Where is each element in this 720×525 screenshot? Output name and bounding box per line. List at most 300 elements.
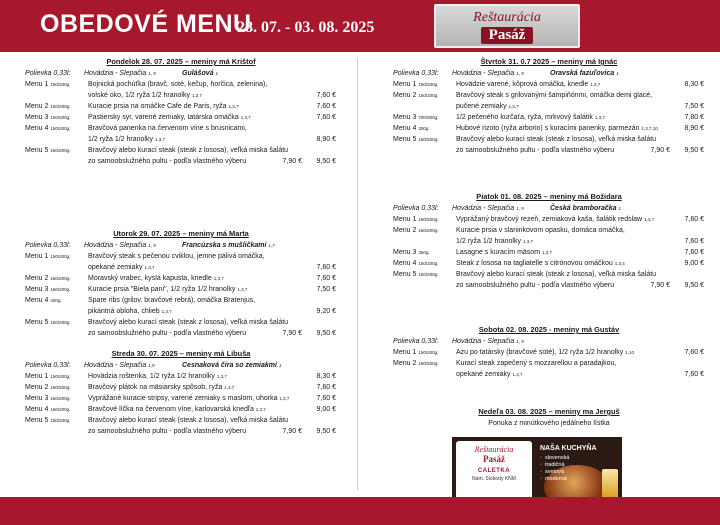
- menu-line: [22, 262, 340, 273]
- dish-description: [88, 328, 246, 339]
- price: 7,60 €: [316, 103, 336, 110]
- menu-label: [393, 358, 438, 369]
- menu-label: [393, 79, 438, 90]
- allergen-code: 1,3,7: [594, 115, 605, 120]
- dish-description: [88, 426, 246, 437]
- menu-label: [393, 90, 438, 101]
- dish-description: [456, 101, 519, 112]
- menu-number: Menu 1: [25, 81, 49, 88]
- dish-text: Pastiersky syr, varené zemiaky, tatárska omáčka: [88, 114, 239, 121]
- menu-number: Menu 3: [25, 395, 49, 402]
- portion-weight: 150/200g:: [418, 217, 439, 222]
- menu-line: [22, 415, 340, 426]
- dish-text: 1/2 ryža 1/2 hranolky: [88, 136, 153, 143]
- menu-line: [390, 112, 708, 123]
- dish-description: [456, 145, 614, 156]
- soup-broth-text: Hovädzia - Slepačia: [84, 362, 147, 369]
- allergen-code: 1,3,4: [614, 261, 625, 266]
- portion-weight: 150/200g:: [418, 228, 439, 233]
- soup-name-text: Francúzska s mušličkami: [182, 242, 267, 249]
- price: 7,60 €: [684, 216, 704, 223]
- dish-text: pučené zemiaky: [456, 103, 507, 110]
- portion-weight: 700/300g:: [418, 115, 439, 120]
- allergen-code: 1,3,7: [240, 115, 251, 120]
- menu-label: [393, 258, 438, 269]
- menu-number: Menu 2: [25, 275, 49, 282]
- menu-number: Menu 5: [393, 271, 417, 278]
- menu-number: Menu 4: [25, 125, 49, 132]
- beer-glass-icon: [602, 469, 618, 499]
- menu-number: Menu 2: [393, 227, 417, 234]
- ad-logo-bottom: Pasáž: [483, 454, 505, 464]
- dish-description: [88, 123, 247, 134]
- soup-name-text: Česká bramboračka: [550, 205, 617, 212]
- menu-line: [22, 295, 340, 306]
- portion-weight: 150/200g:: [418, 137, 439, 142]
- price: 7,60 €: [684, 349, 704, 356]
- price: 7,60 €: [316, 395, 336, 402]
- menu-label: [25, 273, 70, 284]
- allergen-code: 1,3,7: [228, 104, 239, 109]
- footer-bar: [0, 497, 720, 525]
- portion-weight: 150/200g:: [418, 361, 439, 366]
- day-block: [390, 56, 708, 156]
- menu-line: [22, 134, 340, 145]
- dish-text: zo samoobslužného pultu - podľa vlastného výberu: [456, 147, 615, 154]
- dish-text: 1/2 pečeného kurčaťa, ryža, mrkvový šalátik: [456, 114, 593, 121]
- menu-number: Menu 4: [393, 125, 417, 132]
- menu-line: [22, 371, 340, 382]
- soup-broth: [452, 336, 524, 347]
- soup-name: [182, 68, 218, 79]
- allergen-code: 1,3,7: [255, 407, 266, 412]
- ad-caletka: CALETKA: [477, 468, 511, 474]
- soup-line: [390, 336, 708, 347]
- price: 7,60 €: [684, 249, 704, 256]
- menu-line: [22, 101, 340, 112]
- ad-logo-top: Reštaurácia: [474, 445, 514, 454]
- column-divider: [357, 58, 358, 490]
- allergen-code: 1, 9: [148, 243, 156, 248]
- price: 9,50 €: [316, 330, 336, 337]
- menu-number: Menu 3: [393, 114, 417, 121]
- menu-label: [25, 404, 70, 415]
- dish-description: [456, 236, 533, 247]
- dish-description: [456, 280, 614, 291]
- menu-line: [390, 101, 708, 112]
- menu-line: [22, 317, 340, 328]
- menu-line: [390, 134, 708, 145]
- ad-item: • moderná: [540, 476, 567, 482]
- soup-label: Polievka 0,33l:: [25, 242, 71, 249]
- dish-description: [456, 90, 652, 101]
- ad-item: • slovenská: [540, 455, 570, 461]
- price: 7,60 €: [316, 114, 336, 121]
- portion-weight: 150/200g:: [50, 396, 71, 401]
- menu-label: [25, 145, 70, 156]
- menu-label: [25, 101, 70, 112]
- day-header: Pondelok 28. 07. 2025 – meniny má Krištof: [106, 57, 256, 66]
- portion-weight: 150/200g:: [50, 276, 71, 281]
- allergen-code: 1,3,7: [154, 137, 165, 142]
- menu-line: [390, 79, 708, 90]
- portion-weight: 150/200g:: [50, 254, 71, 259]
- soup-name-text: Oravská fazuľovica: [550, 70, 615, 77]
- portion-weight: 150/200g:: [50, 126, 71, 131]
- dish-description: [88, 251, 265, 262]
- portion-weight: 150/200g:: [418, 272, 439, 277]
- menu-lines: [390, 79, 708, 156]
- menu-line: [390, 247, 708, 258]
- dish-description: [88, 79, 267, 90]
- menu-number: Menu 2: [393, 92, 417, 99]
- menu-number: Menu 2: [25, 103, 49, 110]
- menu-label: [25, 112, 70, 123]
- price-small: 7,90 €: [282, 428, 302, 435]
- price-small: 7,90 €: [650, 147, 670, 154]
- portion-weight: 150/200g:: [50, 418, 71, 423]
- menu-line: [22, 112, 340, 123]
- allergen-code: 1: [618, 206, 622, 211]
- menu-line: [22, 393, 340, 404]
- dish-text: Bravčový alebo kurací steak (steak z lososa), veľká miska šalátu: [456, 136, 657, 143]
- portion-weight: 150/200g:: [50, 385, 71, 390]
- menu-label: [25, 415, 70, 426]
- header-bar: [0, 0, 720, 52]
- ad-kitchen-title: NAŠA KUCHYŇA: [540, 445, 597, 452]
- allergen-code: 1,3,7: [512, 372, 523, 377]
- menu-line: [22, 123, 340, 134]
- soup-name: [182, 240, 275, 251]
- dish-text: Bravčová panenka na červenom víne s brusnicami,: [88, 125, 247, 132]
- menu-line: [22, 426, 340, 437]
- dish-description: [88, 284, 247, 295]
- menu-label: [25, 79, 70, 90]
- dish-text: Bravčový steak s grilovanými šampiňónmi, omáčka demi glacé,: [456, 92, 653, 99]
- allergen-code: 1,7: [268, 243, 275, 248]
- allergen-code: 1,3,7: [191, 93, 202, 98]
- dish-description: [88, 262, 154, 273]
- price: 8,30 €: [684, 81, 704, 88]
- dish-description: [88, 101, 238, 112]
- dish-text: Bravčový alebo kurací steak (steak z lososa), veľká miska šalátu: [88, 147, 289, 154]
- allergen-code: 1,3,7: [590, 82, 601, 87]
- menu-number: Menu 4: [25, 297, 49, 304]
- menu-line: [22, 90, 340, 101]
- dish-text: 1/2 ryža 1/2 hranolky: [456, 238, 521, 245]
- dish-text: Kuracie prsia na omáčke Cafe de Paris, ryža: [88, 103, 227, 110]
- dish-description: [456, 258, 625, 269]
- dish-text: Spare ribs (grilov. bravčové rebrá), omáčka Bratenjus,: [88, 297, 256, 304]
- dish-text: zo samoobslužného pultu - podľa vlastného výberu: [88, 330, 247, 337]
- dish-description: [456, 247, 552, 258]
- logo-bottom-text: Pasáž: [481, 27, 534, 44]
- soup-broth-text: Hovädzia - Slepačia: [84, 242, 147, 249]
- dish-description: [88, 273, 224, 284]
- allergen-code: 1,10: [625, 350, 635, 355]
- dish-text: Azu po tatársky (bravčové soté), 1/2 ryža 1/2 hranolky: [456, 349, 624, 356]
- dish-text: opekané zemiaky: [456, 371, 511, 378]
- soup-line: [390, 203, 708, 214]
- menu-number: Menu 3: [25, 286, 49, 293]
- menu-line: [390, 145, 708, 156]
- soup-name-text: Gulášová: [182, 70, 214, 77]
- menu-number: Menu 2: [393, 360, 417, 367]
- ad-item: • tradičná: [540, 462, 565, 468]
- price: 9,50 €: [316, 158, 336, 165]
- menu-number: Menu 5: [25, 319, 49, 326]
- portion-weight: 150/200g:: [418, 93, 439, 98]
- price-small: 7,90 €: [650, 282, 670, 289]
- dish-description: [456, 79, 600, 90]
- allergen-code: 1: [215, 71, 218, 76]
- day-header: Sobota 02. 08. 2025 - meniny má Gustáv: [478, 325, 620, 334]
- day-header: Štvrtok 31. 0.7 2025 – meniny má Ignác: [480, 57, 618, 66]
- day-block: [22, 348, 340, 437]
- dish-text: Bravčový steak s pečenou cviklou, jemne pálivá omáčka,: [88, 253, 265, 260]
- menu-line: [22, 284, 340, 295]
- portion-weight: 350g:: [418, 250, 430, 255]
- price: 7,60 €: [684, 238, 704, 245]
- soup-broth: [452, 203, 524, 214]
- menu-number: Menu 5: [393, 136, 417, 143]
- dish-description: [88, 112, 251, 123]
- menu-line: [22, 251, 340, 262]
- price-small: 7,90 €: [282, 330, 302, 337]
- menu-label: [393, 225, 438, 236]
- menu-lines: [22, 251, 340, 339]
- allergen-code: 1,3,7: [279, 396, 290, 401]
- allergen-code: 1,3,7: [237, 287, 248, 292]
- day-header: Utorok 29. 07. 2025 – meniny má Marta: [113, 229, 249, 238]
- day-block: [390, 191, 708, 291]
- menu-number: Menu 5: [25, 147, 49, 154]
- menu-label: [393, 247, 430, 258]
- dish-text: Kuracie prsia v slaninkovom opasku, domáca omáčka,: [456, 227, 625, 234]
- menu-label: [25, 382, 70, 393]
- dish-description: [88, 382, 234, 393]
- dish-description: [456, 123, 658, 134]
- dish-description: [456, 347, 634, 358]
- soup-broth-text: Hovädzia - Slepačia: [452, 70, 515, 77]
- allergen-code: 1,3,7: [542, 250, 553, 255]
- ad-item: • svetová: [540, 469, 564, 475]
- menu-line: [22, 79, 340, 90]
- dish-description: [456, 369, 522, 380]
- price: 7,50 €: [684, 103, 704, 110]
- ad-logo-panel: [456, 441, 532, 501]
- dish-description: [88, 306, 172, 317]
- menu-label: [393, 269, 438, 280]
- portion-weight: 400g:: [50, 298, 62, 303]
- menu-line: [22, 306, 340, 317]
- soup-broth: [452, 68, 524, 79]
- menu-title: OBEDOVÉ MENU: [40, 10, 252, 38]
- soup-label: Polievka 0,33l:: [25, 70, 71, 77]
- menu-label: [393, 123, 430, 134]
- menu-label: [25, 295, 62, 306]
- dish-text: Hovädzie varené, kôprová omáčka, knedle: [456, 81, 589, 88]
- menu-number: Menu 3: [25, 114, 49, 121]
- menu-line: [390, 236, 708, 247]
- dish-description: [88, 393, 289, 404]
- portion-weight: 300g:: [418, 126, 430, 131]
- menu-label: [25, 371, 70, 382]
- restaurant-logo: [434, 4, 580, 48]
- dish-description: [88, 404, 266, 415]
- portion-weight: 150/200g:: [50, 148, 71, 153]
- portion-weight: 150/200g:: [418, 82, 439, 87]
- price-small: 7,90 €: [282, 158, 302, 165]
- soup-name-text: Cesnaková číra so zemiakmi: [182, 362, 277, 369]
- allergen-code: 1,3,7: [161, 309, 172, 314]
- dish-description: [456, 269, 656, 280]
- allergen-code: 1,3,7: [216, 374, 227, 379]
- price: 7,50 €: [316, 286, 336, 293]
- soup-line: [22, 360, 340, 371]
- portion-weight: 150/200g:: [50, 104, 71, 109]
- menu-lines: [22, 371, 340, 437]
- menu-number: Menu 1: [393, 349, 417, 356]
- dish-text: Bravčové líčka na červenom víne, karlovarská knedľa: [88, 406, 254, 413]
- menu-label: [25, 251, 70, 262]
- soup-broth: [84, 360, 154, 371]
- soup-line: [22, 68, 340, 79]
- allergen-code: 1, 9: [516, 339, 524, 344]
- price: 8,90 €: [684, 125, 704, 132]
- price: 9,00 €: [316, 406, 336, 413]
- allergen-code: 1: [278, 363, 282, 368]
- portion-weight: 150/200g:: [50, 115, 71, 120]
- allergen-code: 1,3,7: [224, 385, 235, 390]
- dish-description: [88, 295, 255, 306]
- dish-text: volské oko, 1/2 ryža 1/2 hranolky: [88, 92, 190, 99]
- soup-name: [550, 203, 621, 214]
- menu-line: [390, 280, 708, 291]
- dish-description: [88, 371, 227, 382]
- menu-label: [393, 214, 438, 225]
- day-header: Streda 30. 07. 2025 – meniny má Libuša: [111, 349, 251, 358]
- soup-label: Polievka 0,33l:: [393, 338, 439, 345]
- allergen-code: 1,3,7: [144, 265, 155, 270]
- dish-text: Vyprážané kuracie stripsy, varené zemiaky s maslom, uhorka: [88, 395, 278, 402]
- price: 7,60 €: [316, 275, 336, 282]
- soup-broth: [84, 68, 156, 79]
- dish-text: Vyprážaný bravčový rezeň, zemiaková kaša, šalátik redslaw: [456, 216, 643, 223]
- ad-address: Nám. Slobody KNM: [472, 476, 516, 482]
- menu-line: [22, 145, 340, 156]
- dish-description: [456, 134, 656, 145]
- menu-number: Menu 4: [25, 406, 49, 413]
- menu-lines: [390, 214, 708, 291]
- portion-weight: 150/200g:: [418, 261, 439, 266]
- menu-line: [390, 225, 708, 236]
- price: 7,80 €: [684, 114, 704, 121]
- price: 9,20 €: [316, 308, 336, 315]
- dish-text: Bravčový plátok na mäsiarsky spôsob, ryža: [88, 384, 223, 391]
- price: 7,60 €: [316, 384, 336, 391]
- portion-weight: 150/200g:: [50, 82, 71, 87]
- allergen-code: 1, 9: [148, 71, 156, 76]
- dish-text: pikantná obloha, chlieb: [88, 308, 160, 315]
- soup-line: [390, 68, 708, 79]
- price: 9,50 €: [316, 428, 336, 435]
- dish-description: [456, 112, 605, 123]
- allergen-code: 1,3,7: [522, 239, 533, 244]
- dish-text: Bojnická pochúťka (bravč. soté, kečup, horčica, zelenina),: [88, 81, 268, 88]
- menu-label: [393, 347, 438, 358]
- dish-description: [456, 214, 654, 225]
- logo-top-text: Reštaurácia: [473, 10, 541, 25]
- soup-label: Polievka 0,33l:: [393, 70, 439, 77]
- dish-text: Kuracie prsia "Biela pani", 1/2 ryža 1/2 hranolky: [88, 286, 236, 293]
- allergen-code: 1,3,7: [213, 276, 224, 281]
- menu-dates: 28. 07. - 03. 08. 2025: [237, 19, 375, 36]
- menu-line: [22, 382, 340, 393]
- menu-line: [22, 328, 340, 339]
- menu-number: Menu 1: [25, 253, 49, 260]
- menu-line: [22, 273, 340, 284]
- price: 7,60 €: [684, 371, 704, 378]
- menu-label: [393, 134, 438, 145]
- menu-number: Menu 5: [25, 417, 49, 424]
- price: 7,60 €: [316, 264, 336, 271]
- dish-text: Lasagne s kuracím mäsom: [456, 249, 541, 256]
- sunday-note: Ponuka z minútkového jedálneho lístka: [488, 420, 610, 427]
- menu-line: [390, 123, 708, 134]
- menu-label: [25, 284, 70, 295]
- menu-label: [25, 317, 70, 328]
- dish-description: [88, 145, 288, 156]
- menu-label: [25, 123, 70, 134]
- menu-number: Menu 1: [393, 216, 417, 223]
- dish-description: [456, 358, 616, 369]
- dish-description: [88, 134, 165, 145]
- dish-text: Bravčový alebo kurací steak (steak z lososa), veľká miska šalátu: [456, 271, 657, 278]
- soup-broth-text: Hovädzia - Slepačia: [452, 205, 515, 212]
- menu-lines: [22, 79, 340, 167]
- allergen-code: 1, 9: [516, 206, 524, 211]
- dish-text: Kurací steak zapečený s mozzarellou a paradajkou,: [456, 360, 617, 367]
- menu-line: [22, 156, 340, 167]
- dish-description: [88, 415, 288, 426]
- price: 9,00 €: [684, 260, 704, 267]
- allergen-code: 1,3,7,10: [641, 126, 658, 131]
- menu-line: [390, 347, 708, 358]
- price: 8,90 €: [316, 136, 336, 143]
- menu-number: Menu 4: [393, 260, 417, 267]
- menu-line: [390, 358, 708, 369]
- day-header: Piatok 01. 08. 2025 – meniny má Božidara: [476, 192, 622, 201]
- menu-lines: [390, 347, 708, 380]
- portion-weight: 150/200g:: [50, 287, 71, 292]
- allergen-code: 1: [616, 71, 619, 76]
- soup-name: [182, 360, 281, 371]
- portion-weight: 150/200g:: [418, 350, 439, 355]
- menu-line: [390, 214, 708, 225]
- dish-description: [88, 90, 202, 101]
- dish-text: Bravčový alebo kurací steak (steak z lososa), veľká miska šalátu: [88, 319, 289, 326]
- allergen-code: 1,3,7: [508, 104, 519, 109]
- dish-text: Bravčový alebo kurací steak (steak z lososa), veľká miska šalátu: [88, 417, 289, 424]
- soup-line: [22, 240, 340, 251]
- menu-number: Menu 3: [393, 249, 417, 256]
- dish-text: Hubové rizoto (ryža arborio) s kuracími panenky, parmezán: [456, 125, 640, 132]
- menu-label: [25, 393, 70, 404]
- dish-description: [88, 156, 246, 167]
- soup-broth-text: Hovädzia - Slepačia: [84, 70, 147, 77]
- dish-text: zo samoobslužného pultu - podľa vlastného výberu: [88, 428, 247, 435]
